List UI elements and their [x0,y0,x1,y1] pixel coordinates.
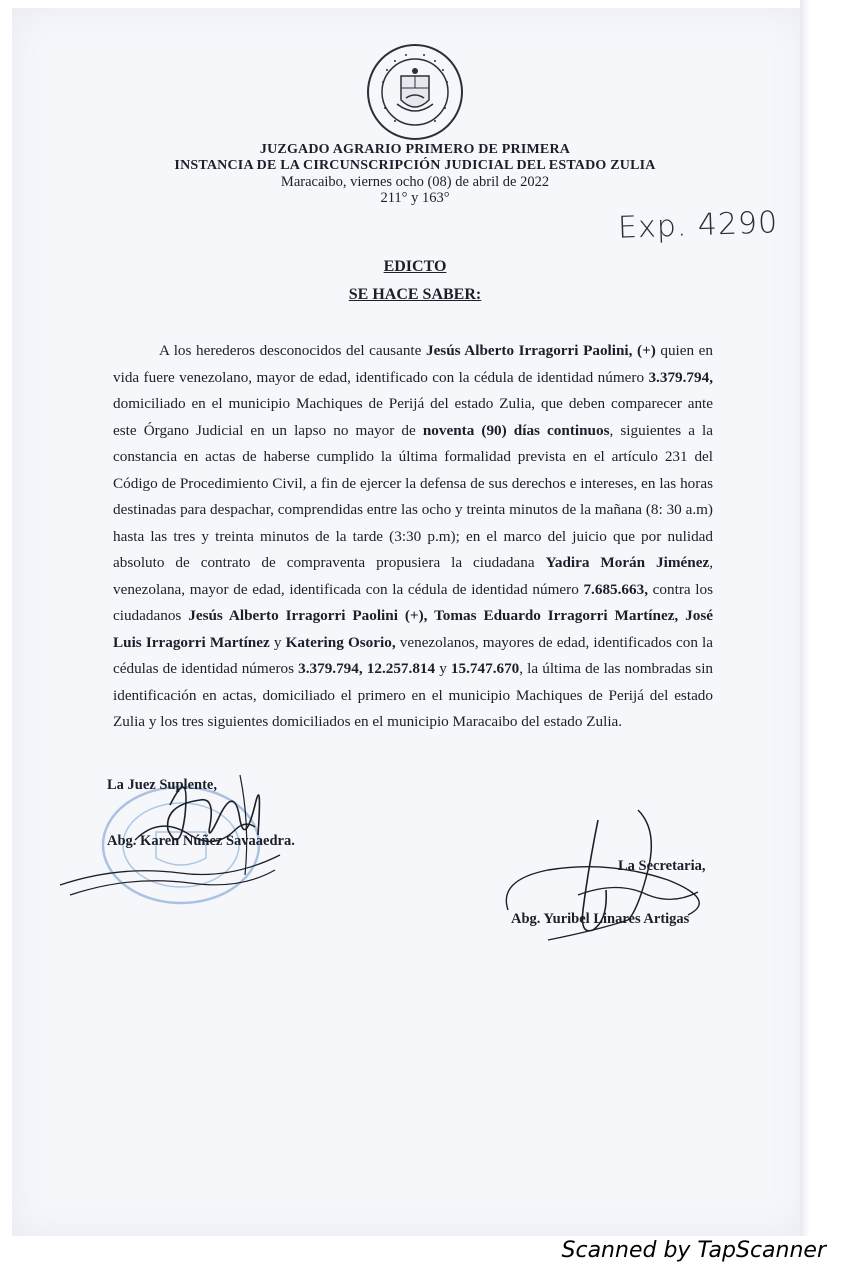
body-bold-text: 15.747.670 [450,660,520,677]
body-bold-text: Jesús Alberto Irragorri Paolini (+), Tomas Eduardo Irragorri Martínez, José Luis Irragorri Martínez [113,607,713,651]
handwritten-file-number: Exp. 4290 [617,205,779,246]
body-bold-text: 7.685.663, [583,580,648,598]
body-text: y [269,633,286,651]
body-text: A los herederos desconocidos del causante [159,342,426,359]
body-text: venezolanos, mayores de edad, identificados con la cédulas de identidad números [113,633,714,677]
body-bold-text: Yadira Morán Jiménez [545,554,710,571]
court-seal [365,42,465,142]
document-years: 211° y 163° [380,190,450,206]
secretary-title: La Secretaria, [618,858,706,874]
body-text: quien en vida fuere venezolano, mayor de edad, identificado con la cédula de identidad número [113,342,714,386]
court-name-line1: JUZGADO AGRARIO PRIMERO DE PRIMERA [259,142,571,157]
body-text: y [435,660,451,677]
body-bold-text: noventa (90) días continuos [422,421,610,439]
document-subtitle: SE HACE SABER: [348,286,482,303]
document-title: EDICTO [383,258,447,275]
body-bold-text: 3.379.794, [648,368,713,386]
body-bold-text: 3.379.794, 12.257.814 [298,660,436,677]
court-name-line2: INSTANCIA DE LA CIRCUNSCRIPCIÓN JUDICIAL DEL ESTADO ZULIA [174,158,656,173]
body-bold-text: Katering Osorio, [285,633,396,651]
court-header [120,142,710,206]
body-text: , venezolana, mayor de edad, identificada con la cédula de identidad número [113,554,713,598]
scanner-watermark: Scanned by TapScanner [561,1238,826,1263]
page-edge [800,0,810,1236]
body-text: , siguientes a la constancia en actas de haberse cumplido la última formalidad prevista en el artículo 231 del Código de Procedimiento Civil, a fin de ejercer la defensa de sus derechos e intereses, en las horas destinadas para despachar, comprendidas entre las ocho y treinta minutos de la mañana (8: 30 a.m) hasta las tres y treinta minutos de la tarde (3:30 p.m); en el marco del juicio que por nulidad absoluto de contrato de compraventa propusiera la ciudadana [113,421,714,571]
body-text: domiciliado en el municipio Machiques de Perijá del estado Zulia, que deben comparecer ante este Órgano Judicial en un lapso no mayor de [113,395,713,439]
judge-name: Abg. Karen Núñez Savaaedra. [107,833,295,849]
edict-body [113,338,713,736]
body-text: contra los ciudadanos [113,580,713,624]
body-bold-text: Jesús Alberto Irragorri Paolini, (+) [425,342,656,359]
judge-title: La Juez Suplente, [107,777,217,793]
secretary-name: Abg. Yuribel Linares Artigas [511,911,690,927]
document-date: Maracaibo, viernes ocho (08) de abril de 2022 [280,174,550,190]
body-text: , la última de las nombradas sin identificación en actas, domiciliado el primero en el municipio Machiques de Perijá del estado Zulia y los tres siguientes domiciliados en el municipio Maracaibo del estado Zulia. [113,660,714,730]
